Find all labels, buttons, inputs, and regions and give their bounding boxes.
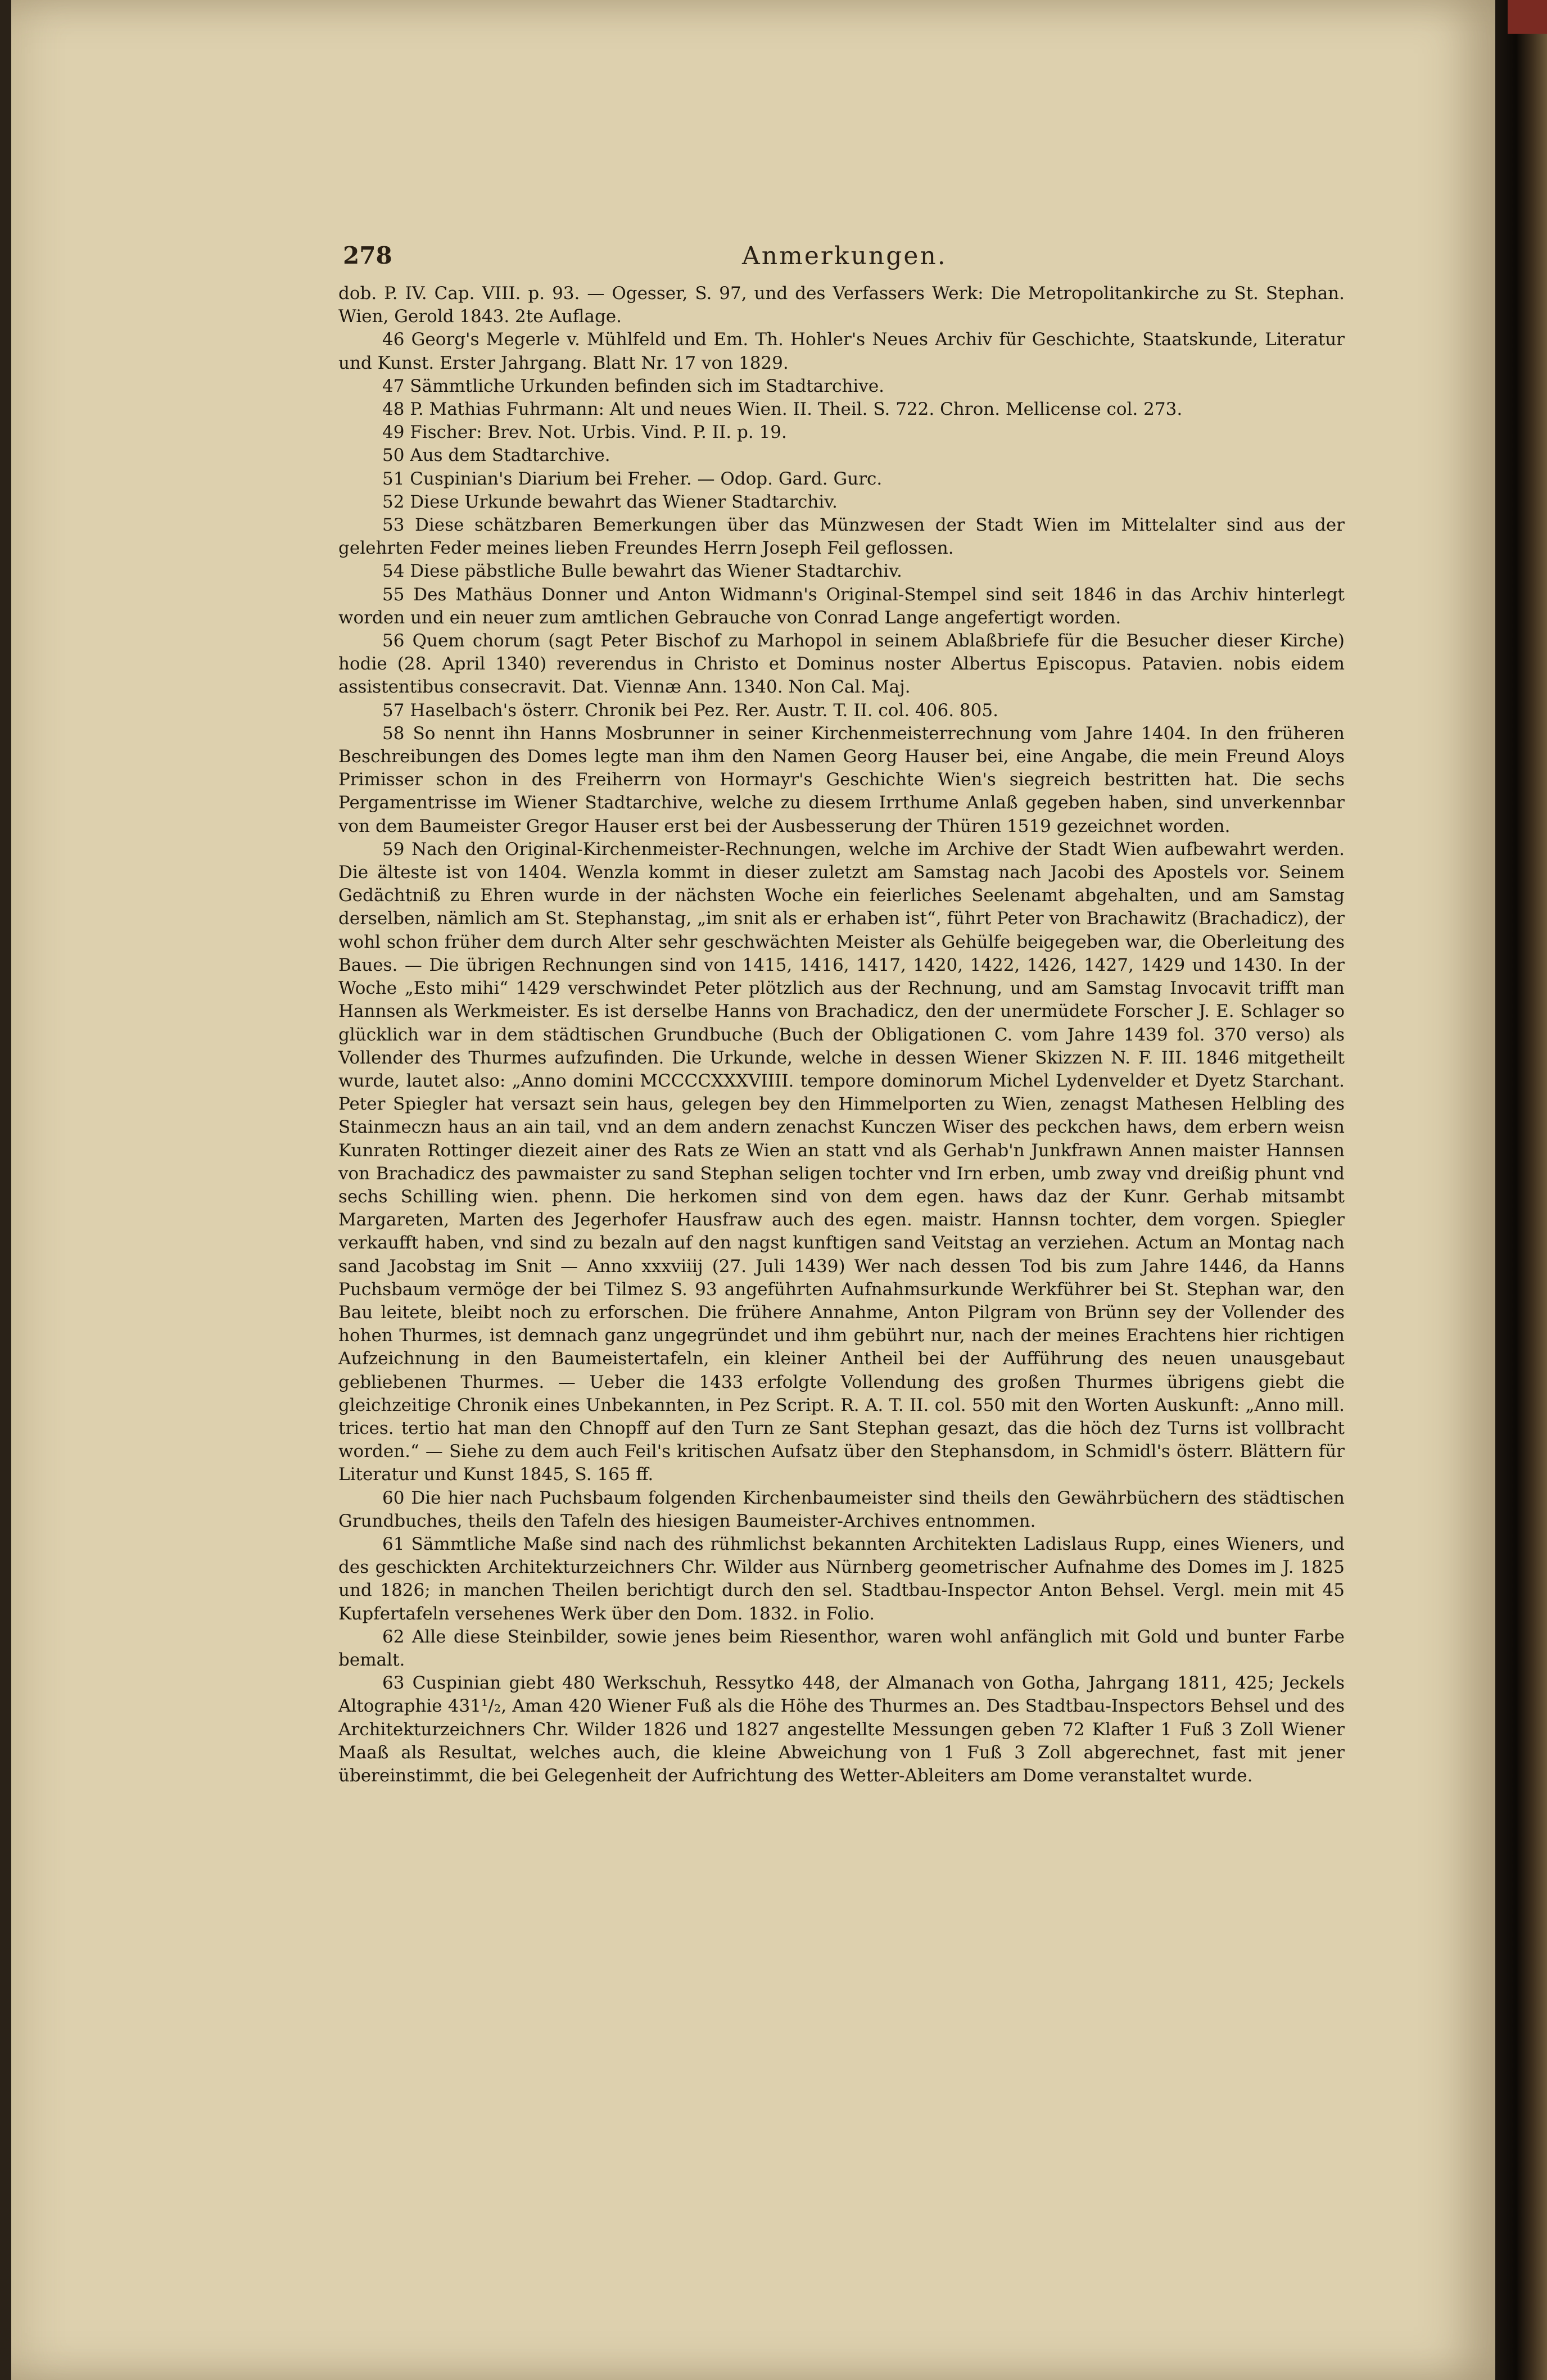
book-binding-edge (1495, 0, 1547, 2380)
note-60: 60 Die hier nach Puchsbaum folgenden Kirchenbaumeister sind theils den Gewährbüchern des städtischen Grundbuches, theils den Tafeln des hiesigen Baumeister-Archives entnommen. (338, 1487, 1345, 1531)
note-49: 49 Fischer: Brev. Not. Urbis. Vind. P. II. p. 19. (382, 422, 787, 443)
notes-body (338, 282, 1345, 1788)
note-47: 47 Sämmtliche Urkunden befinden sich im Stadtarchive. (382, 375, 885, 396)
note-56: 56 Quem chorum (sagt Peter Bischof zu Marhopol in seinem Ablaßbriefe für die Besucher dieser Kirche) hodie (28. April 1340) reverendus in Christo et Dominus noster Albertus Episcopus. Patavien. nobis eidem assistentibus consecravit. Dat. Viennæ Ann. 1340. Non Cal. Maj. (338, 631, 1345, 698)
note-51: 51 Cuspinian's Diarium bei Freher. — Odop. Gard. Gurc. (382, 468, 883, 489)
note-46: 46 Georg's Megerle v. Mühlfeld und Em. Th. Hohler's Neues Archiv für Geschichte, Staatskunde, Literatur und Kunst. Erster Jahrgang. Blatt Nr. 17 von 1829. (338, 329, 1345, 373)
note-59: 59 Nach den Original-Kirchenmeister-Rechnungen, welche im Archive der Stadt Wien aufbewahrt werden. Die älteste ist von 1404. Wenzla kommt in dieser zuletzt am Samstag nach Jacobi des Apostels vor. Seinem Gedächtniß zu Ehren wurde in der nächsten Woche ein feierliches Seelenamt abgehalten, und am Samstag derselben, nämlich am St. Stephanstag, „im snit als er erhaben ist“, führt Peter von Brachawitz (Brachadicz), der wohl schon früher dem durch Alter sehr geschwächten Meister als Gehülfe beigegeben war, die Oberleitung des Baues. — Die übrigen Rechnungen sind von 1415, 1416, 1417, 1420, 1422, 1426, 1427, 1429 und 1430. In der Woche „Esto mihi“ 1429 verschwindet Peter plötzlich aus der Rechnung, und am Samstag Invocavit trifft man Hannsen als Werkmeister. Es ist derselbe Hanns von Brachadicz, den der unermüdete Forscher J. E. Schlager so glücklich war in dem städtischen Grundbuche (Buch der Obligationen C. vom Jahre 1439 fol. 370 verso) als Vollender des Thurmes aufzufinden. Die Urkunde, welche in dessen Wiener Skizzen N. F. III. 1846 mitgetheilt wurde, lautet also: „Anno domini MCCCCXXXVIIII. tempore dominorum Michel Lydenvelder et Dyetz Starchant. Peter Spiegler hat versazt sein haus, gelegen bey den Himmelporten zu Wien, zenagst Mathesen Helbling des Stainmeczn haus an ain tail, vnd an dem andern zenachst Kunczen Wiser des peckchen haws, dem erbern weisn Kunraten Rottinger diezeit ainer des Rats ze Wien an statt vnd als Gerhab'n Junkfrawn Annen maister Hannsen von Brachadicz des pawmaister zu sand Stephan seligen tochter vnd Irn erben, umb zway vnd dreißig phunt vnd sechs Schilling wien. phenn. Die herkomen sind von dem egen. haws daz der Kunr. Gerhab mitsambt Margareten, Marten des Jegerhofer Hausfraw auch des egen. maistr. Hannsn tochter, dem vorgen. Spiegler verkaufft haben, vnd sind zu bezaln auf den nagst kunftigen sand Veitstag an verziehen. Actum an Montag nach sand Jacobstag im Snit — Anno xxxviiij (27. Juli 1439) Wer nach dessen Tod bis zum Jahre 1446, da Hanns Puchsbaum vermöge der bei Tilmez S. 93 angeführten Aufnahmsurkunde Werkführer bei St. Stephan war, den Bau leitete, bleibt noch zu erforschen. Die frühere Annahme, Anton Pilgram von Brünn sey der Vollender des hohen Thurmes, ist demnach ganz ungegründet und ihm gebührt nur, nach der meines Erachtens hier richtigen Aufzeichnung in den Baumeistertafeln, ein kleiner Antheil bei der Aufführung des neuen unausgebaut gebliebenen Thurmes. — Ueber die 1433 erfolgte Vollendung des großen Thurmes übrigens giebt die gleichzeitige Chronik eines Unbekannten, in Pez Script. R. A. T. II. col. 550 mit den Worten Auskunft: „Anno mill. trices. tertio hat man den Chnopff auf den Turn ze Sant Stephan gesazt, das die höch dez Turns ist vollbracht worden.“ — Siehe zu dem auch Feil's kritischen Aufsatz über den Stephansdom, in Schmidl's österr. Blättern für Literatur und Kunst 1845, S. 165 ff. (338, 839, 1345, 1485)
note-55: 55 Des Mathäus Donner und Anton Widmann's Original-Stempel sind seit 1846 in das Archiv hinterlegt worden und ein neuer zum amtlichen Gebrauche von Conrad Lange angefertigt worden. (338, 584, 1345, 628)
note-continuation: dob. P. IV. Cap. VIII. p. 93. — Ogesser, S. 97, und des Verfassers Werk: Die Metropolitankirche zu St. Stephan. Wien, Gerold 1843. 2te Auflage. (338, 283, 1345, 327)
note-52: 52 Diese Urkunde bewahrt das Wiener Stadtarchiv. (382, 491, 838, 512)
note-53: 53 Diese schätzbaren Bemerkungen über das Münzwesen der Stadt Wien im Mittelalter sind aus der gelehrten Feder meines lieben Freundes Herrn Joseph Feil geflossen. (338, 515, 1345, 559)
note-50: 50 Aus dem Stadtarchive. (382, 445, 610, 466)
binding-corner (1508, 0, 1547, 34)
book-page (11, 0, 1501, 2380)
note-48: 48 P. Mathias Fuhrmann: Alt und neues Wien. II. Theil. S. 722. Chron. Mellicense col. 273. (382, 399, 1183, 420)
note-61: 61 Sämmtliche Maße sind nach des rühmlichst bekannten Architekten Ladislaus Rupp, eines Wieners, und des geschickten Architekturzeichners Chr. Wilder aus Nürnberg geometrischer Aufnahme des Domes im J. 1825 und 1826; in manchen Theilen berichtigt durch den sel. Stadtbau-Inspector Anton Behsel. Vergl. mein mit 45 Kupfertafeln versehenes Werk über den Dom. 1832. in Folio. (338, 1533, 1345, 1624)
note-54: 54 Diese päbstliche Bulle bewahrt das Wiener Stadtarchiv. (382, 561, 902, 582)
note-63: 63 Cuspinian giebt 480 Werkschuh, Ressytko 448, der Almanach von Gotha, Jahrgang 1811, 425; Jeckels Altographie 431¹/₂, Aman 420 Wiener Fuß als die Höhe des Thurmes an. Des Stadtbau-Inspectors Behsel und des Architekturzeichners Chr. Wilder 1826 und 1827 angestellte Messungen geben 72 Klafter 1 Fuß 3 Zoll Wiener Maaß als Resultat, welches auch, die kleine Abweichung von 1 Fuß 3 Zoll abgerechnet, fast mit jener übereinstimmt, die bei Gelegenheit der Aufrichtung des Wetter-Ableiters am Dome veranstaltet wurde. (338, 1673, 1345, 1786)
note-58: 58 So nennt ihn Hanns Mosbrunner in seiner Kirchenmeisterrechnung vom Jahre 1404. In den früheren Beschreibungen des Domes legte man ihm den Namen Georg Hauser bei, eine Angabe, die mein Freund Aloys Primisser schon in des Freiherrn von Hormayr's Geschichte Wien's siegreich bestritten hat. Die sechs Pergamentrisse im Wiener Stadtarchive, welche zu diesem Irrthume Anlaß gegeben haben, sind unverkennbar von dem Baumeister Gregor Hauser erst bei der Ausbesserung der Thüren 1519 gezeichnet worden. (338, 723, 1345, 836)
note-62: 62 Alle diese Steinbilder, sowie jenes beim Riesenthor, waren wohl anfänglich mit Gold und bunter Farbe bemalt. (338, 1626, 1345, 1670)
page-number: 278 (343, 242, 392, 269)
note-57: 57 Haselbach's österr. Chronik bei Pez. Rer. Austr. T. II. col. 406. 805. (382, 700, 998, 721)
running-title: Anmerkungen. (742, 242, 947, 270)
page-header (343, 242, 1332, 275)
